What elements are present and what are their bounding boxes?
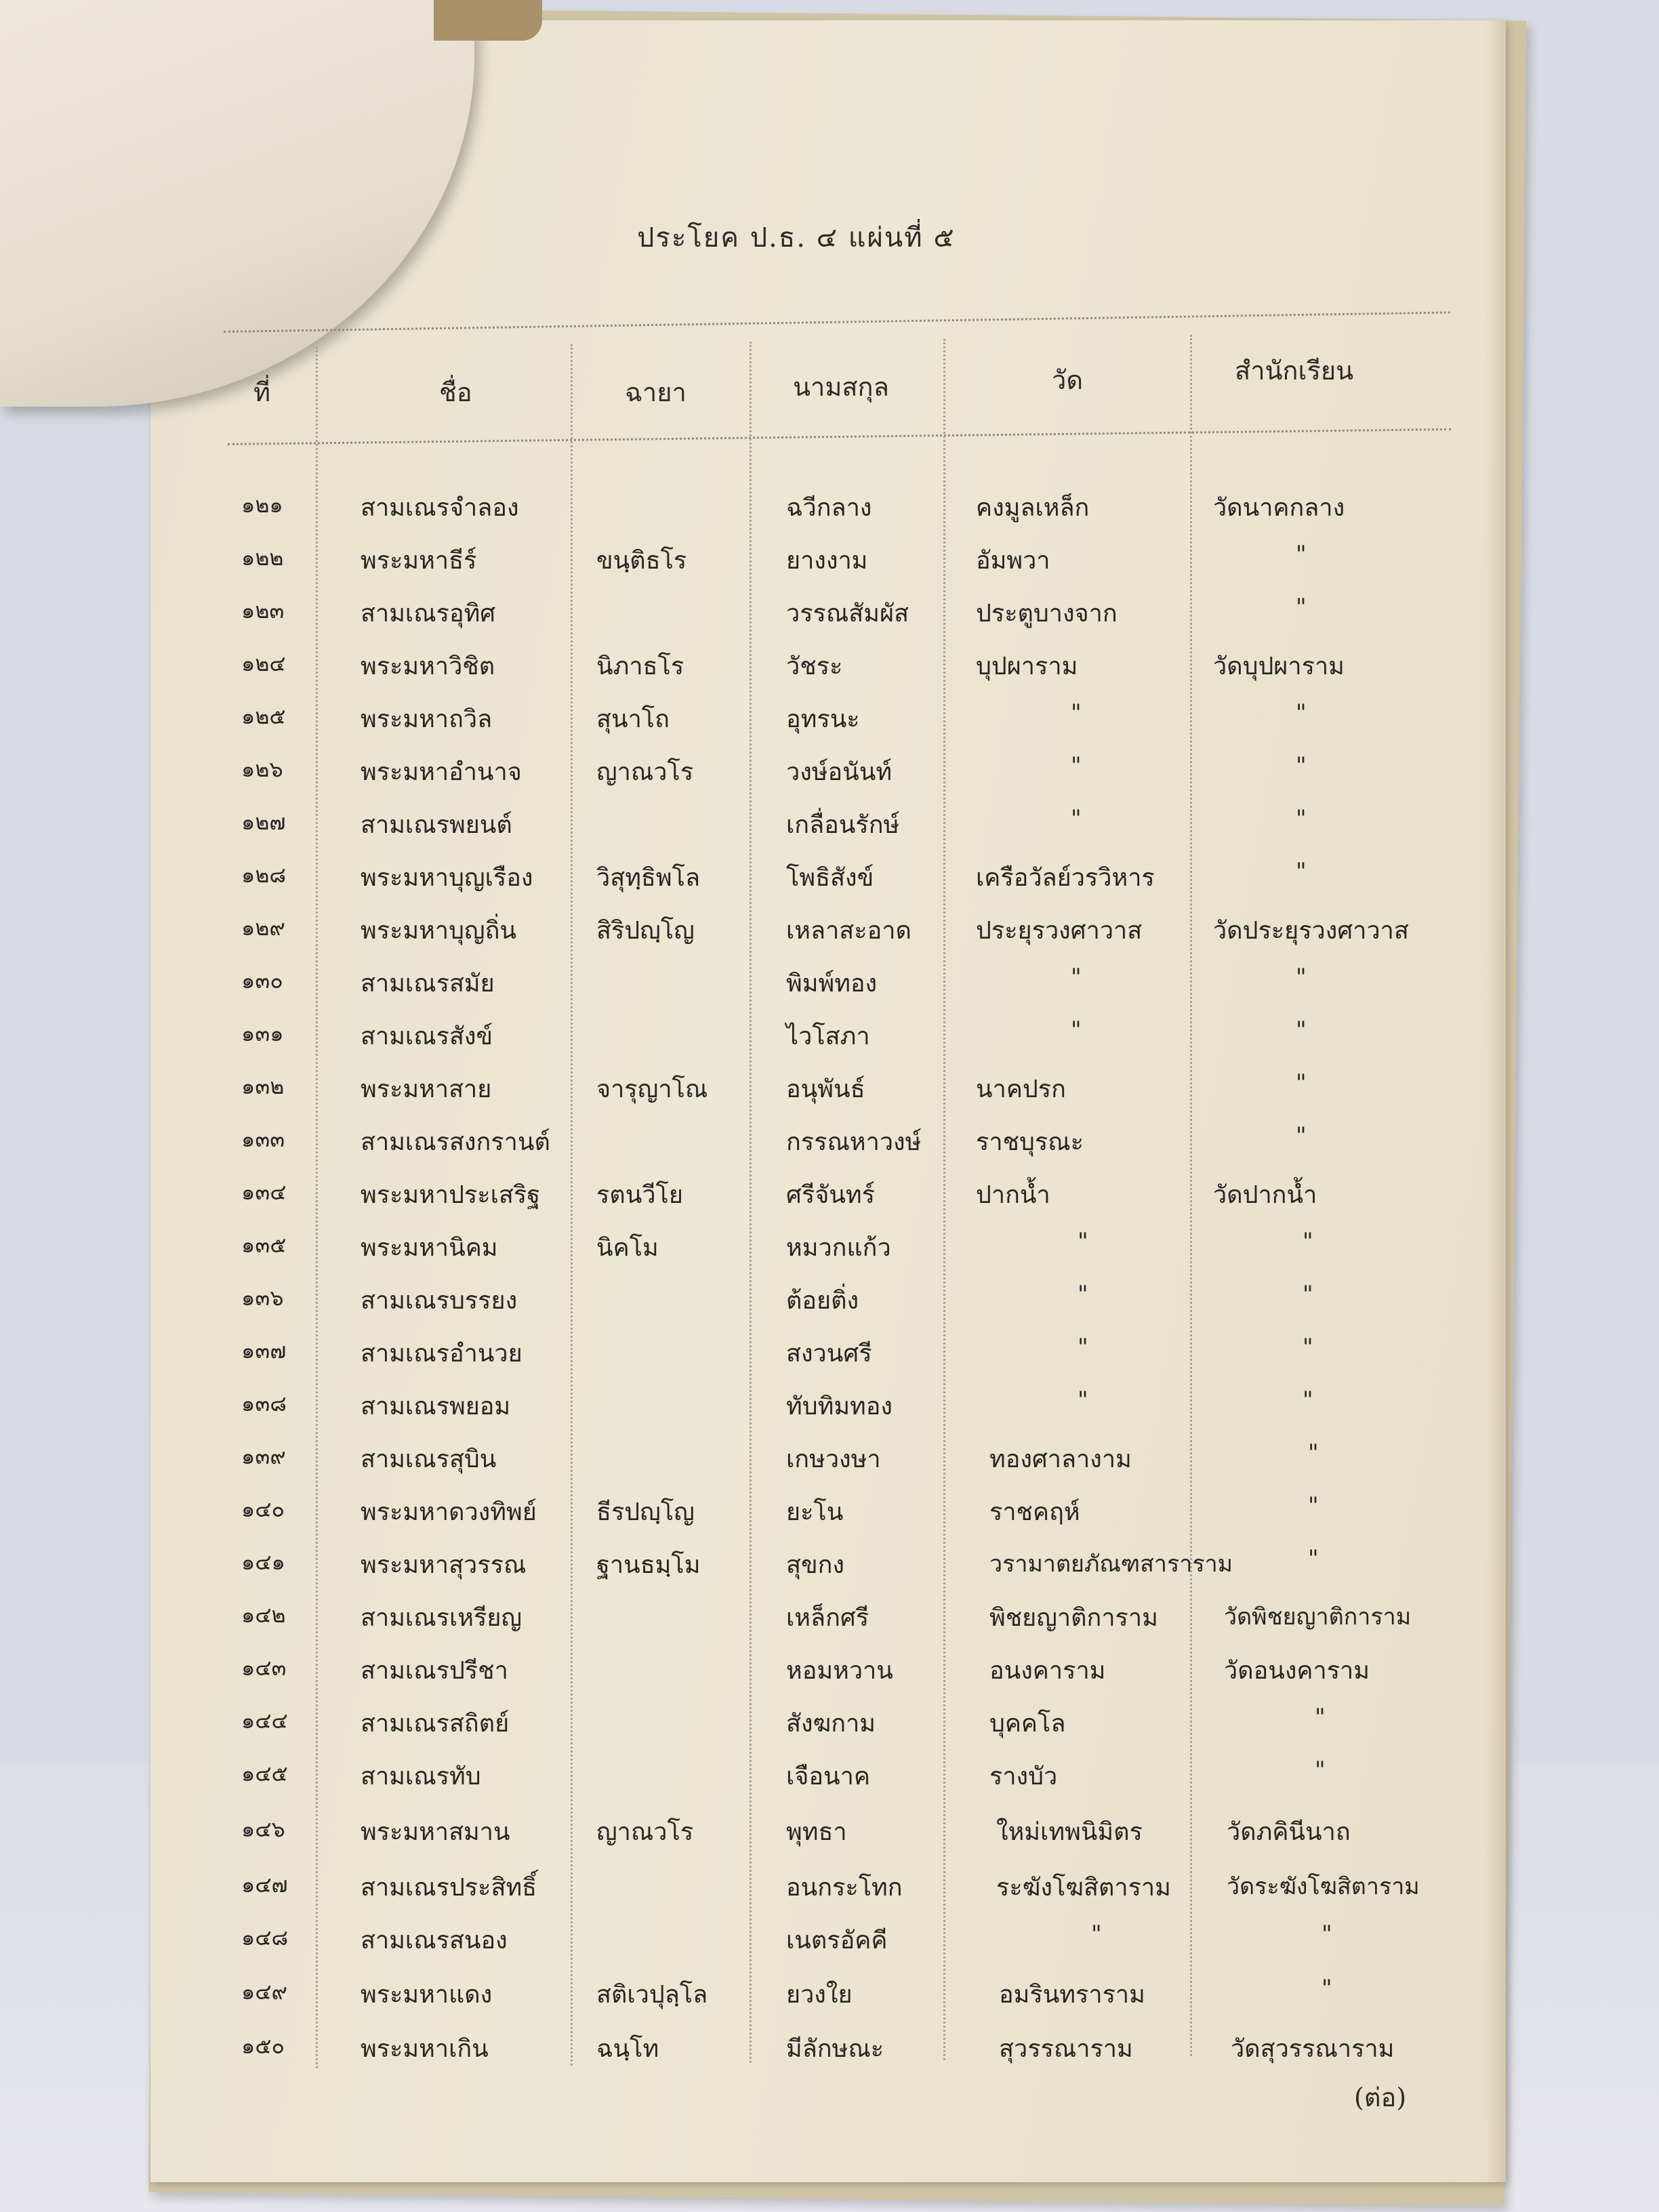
row-number: ๑๒๓ bbox=[241, 598, 285, 623]
row-alias: นิภาธโร bbox=[596, 653, 684, 680]
row-alias: สติเวปุลฺโล bbox=[596, 1981, 708, 2009]
row-name: พระมหาสุวรรณ bbox=[361, 1551, 527, 1579]
row-name: พระมหานิคม bbox=[361, 1234, 498, 1262]
row-surname: วงษ์อนันท์ bbox=[786, 758, 893, 786]
row-surname: เหล็กศรี bbox=[786, 1604, 869, 1632]
table-row bbox=[0, 1921, 1659, 1975]
row-name: สามเณรบรรยง bbox=[361, 1287, 518, 1315]
row-number: ๑๒๘ bbox=[241, 862, 287, 888]
row-number: ๑๕๐ bbox=[241, 2033, 285, 2059]
row-school: " bbox=[1322, 1921, 1332, 1948]
row-surname: ยางงาม bbox=[786, 547, 868, 575]
table-row bbox=[0, 488, 1659, 542]
row-number: ๑๔๒ bbox=[241, 1602, 286, 1628]
row-temple: " bbox=[1078, 1334, 1088, 1361]
table-row bbox=[0, 1439, 1659, 1494]
header-school: สำนักเรียน bbox=[1235, 356, 1354, 386]
row-surname: สุขกง bbox=[786, 1551, 844, 1579]
row-number: ๑๓๘ bbox=[241, 1391, 287, 1416]
table-row bbox=[0, 964, 1659, 1018]
row-name: พระมหาดวงทิพย์ bbox=[361, 1498, 537, 1526]
row-name: พระมหาถวิล bbox=[361, 705, 493, 733]
row-surname: เจือนาค bbox=[786, 1763, 870, 1790]
row-number: ๑๓๙ bbox=[241, 1443, 286, 1469]
row-number: ๑๔๐ bbox=[241, 1496, 285, 1522]
row-surname: วัชระ bbox=[786, 653, 843, 680]
row-temple: ระฆังโฆสิตาราม bbox=[996, 1874, 1171, 1902]
table-row bbox=[0, 1387, 1659, 1441]
row-school: " bbox=[1308, 1439, 1319, 1467]
row-temple: วรามาตยภัณฑสาราราม bbox=[989, 1551, 1233, 1578]
row-surname: โพธิสังข์ bbox=[786, 864, 874, 892]
table-row bbox=[0, 1334, 1659, 1388]
row-alias: รตนวีโย bbox=[596, 1181, 683, 1209]
row-school: " bbox=[1303, 1228, 1313, 1255]
header-surname: นามสกุล bbox=[793, 372, 889, 402]
binding-tab bbox=[434, 0, 542, 41]
row-temple: " bbox=[1071, 805, 1082, 832]
row-surname: พิมพ์ทอง bbox=[786, 970, 878, 998]
header-number: ที่ bbox=[253, 377, 271, 407]
row-temple: รางบัว bbox=[989, 1763, 1058, 1790]
row-school: " bbox=[1296, 858, 1307, 885]
row-number: ๑๔๗ bbox=[241, 1872, 288, 1898]
row-surname: อนกระโทก bbox=[786, 1874, 903, 1902]
row-alias: ฐานธมฺโม bbox=[596, 1551, 701, 1579]
row-name: สามเณรสนอง bbox=[361, 1927, 508, 1954]
row-temple: อัมพวา bbox=[976, 547, 1050, 575]
row-temple: ใหม่เทพนิมิตร bbox=[996, 1818, 1143, 1846]
row-school: " bbox=[1296, 805, 1307, 832]
row-name: พระมหาสาย bbox=[361, 1076, 492, 1103]
row-name: พระมหาประเสริฐ bbox=[361, 1181, 541, 1209]
table-row bbox=[0, 1812, 1659, 1866]
row-surname: ทับทิมทอง bbox=[786, 1393, 893, 1420]
row-temple: พิชยญาติการาม bbox=[989, 1604, 1158, 1632]
row-name: สามเณรสถิตย์ bbox=[361, 1710, 510, 1738]
row-school: " bbox=[1322, 1975, 1332, 2002]
table-row bbox=[0, 541, 1659, 595]
row-name: พระมหาสมาน bbox=[361, 1818, 510, 1846]
table-row bbox=[0, 1975, 1659, 2029]
row-number: ๑๓๖ bbox=[241, 1285, 284, 1311]
row-name: สามเณรเหรียญ bbox=[361, 1604, 523, 1632]
row-number: ๑๒๕ bbox=[241, 703, 286, 729]
table-row bbox=[0, 752, 1659, 806]
row-temple: " bbox=[1078, 1387, 1088, 1414]
row-school: " bbox=[1296, 1122, 1307, 1149]
row-alias: สิริปญฺโญ bbox=[596, 917, 695, 945]
row-number: ๑๒๙ bbox=[241, 915, 285, 941]
table-row bbox=[0, 1017, 1659, 1071]
table-row bbox=[0, 1598, 1659, 1652]
table-row bbox=[0, 1545, 1659, 1599]
row-name: สามเณรพยนต์ bbox=[361, 811, 512, 839]
row-surname: หมวกแก้ว bbox=[786, 1234, 891, 1262]
row-temple: " bbox=[1071, 752, 1082, 779]
header-temple: วัด bbox=[1052, 365, 1084, 395]
row-school: " bbox=[1303, 1387, 1313, 1414]
table-row bbox=[0, 594, 1659, 648]
row-alias: ญาณวโร bbox=[596, 758, 694, 786]
row-temple: บุคคโล bbox=[989, 1710, 1066, 1738]
row-name: สามเณรทับ bbox=[361, 1763, 481, 1790]
row-school: " bbox=[1296, 1017, 1307, 1044]
row-surname: เหลาสะอาด bbox=[786, 917, 912, 945]
row-temple: " bbox=[1071, 964, 1082, 991]
row-number: ๑๓๑ bbox=[241, 1021, 284, 1046]
row-school: วัดประยุรวงศาวาส bbox=[1213, 917, 1409, 945]
row-school: วัดอนงคาราม bbox=[1224, 1657, 1370, 1685]
row-school: " bbox=[1315, 1704, 1326, 1731]
row-surname: สังฆกาม bbox=[786, 1710, 876, 1738]
row-name: สามเณรปรีชา bbox=[361, 1657, 508, 1685]
table-row bbox=[0, 647, 1659, 701]
row-name: พระมหาธีร์ bbox=[361, 547, 477, 575]
row-temple: สุวรรณาราม bbox=[999, 2035, 1133, 2063]
row-school: วัดบุปผาราม bbox=[1213, 653, 1345, 680]
row-temple: " bbox=[1071, 1017, 1082, 1044]
row-alias: ธีรปญฺโญ bbox=[596, 1498, 695, 1526]
row-school: วัดปากน้ำ bbox=[1213, 1181, 1317, 1209]
table-row bbox=[0, 1651, 1659, 1705]
row-name: สามเณรอุทิศ bbox=[361, 600, 496, 628]
row-name: สามเณรสังข์ bbox=[361, 1023, 493, 1050]
row-surname: เกลื่อนรักษ์ bbox=[786, 811, 900, 839]
row-number: ๑๒๑ bbox=[241, 492, 283, 518]
row-alias: ขนฺติธโร bbox=[596, 547, 687, 575]
row-surname: สงวนศรี bbox=[786, 1340, 872, 1368]
row-temple: คงมูลเหล็ก bbox=[976, 494, 1090, 522]
row-school: " bbox=[1296, 1069, 1307, 1097]
row-school: " bbox=[1308, 1492, 1319, 1519]
row-school: วัดนาคกลาง bbox=[1213, 494, 1345, 522]
table-row bbox=[0, 1281, 1659, 1335]
row-name: พระมหาวิชิต bbox=[361, 653, 495, 680]
table-row bbox=[0, 1069, 1659, 1124]
row-temple: " bbox=[1078, 1228, 1088, 1255]
row-name: สามเณรสงกรานต์ bbox=[361, 1128, 550, 1156]
row-alias: จารุญาโณ bbox=[596, 1076, 708, 1103]
continued-marker: (ต่อ) bbox=[1354, 2083, 1407, 2112]
row-number: ๑๔๖ bbox=[241, 1816, 285, 1842]
row-number: ๑๔๘ bbox=[241, 1925, 289, 1950]
row-school: " bbox=[1308, 1545, 1319, 1572]
row-number: ๑๓๗ bbox=[241, 1338, 287, 1364]
row-name: สามเณรพยอม bbox=[361, 1393, 511, 1420]
row-school: " bbox=[1296, 964, 1307, 991]
page-title: ประโยค ป.ธ. ๔ แผ่นที่ ๕ bbox=[637, 222, 956, 253]
row-temple: ปากน้ำ bbox=[976, 1181, 1050, 1209]
row-school: วัดสุวรรณาราม bbox=[1231, 2035, 1395, 2063]
row-temple: " bbox=[1071, 699, 1082, 726]
row-number: ๑๓๔ bbox=[241, 1179, 287, 1205]
row-surname: อุทรนะ bbox=[786, 705, 860, 733]
row-surname: เนตรอัคคี bbox=[786, 1927, 888, 1954]
table-row bbox=[0, 858, 1659, 912]
row-temple: อนงคาราม bbox=[989, 1657, 1106, 1685]
row-name: พระมหาแดง bbox=[361, 1981, 493, 2009]
row-surname: ต้อยติ่ง bbox=[786, 1287, 859, 1315]
row-number: ๑๒๔ bbox=[241, 651, 286, 676]
row-name: สามเณรประสิทธิ์ bbox=[361, 1874, 537, 1902]
row-name: พระมหาบุญเรือง bbox=[361, 864, 533, 892]
row-temple: บุปผาราม bbox=[976, 653, 1078, 680]
table-row bbox=[0, 1228, 1659, 1282]
row-temple: " bbox=[1091, 1921, 1102, 1948]
row-name: พระมหาอำนาจ bbox=[361, 758, 522, 786]
row-name: สามเณรจำลอง bbox=[361, 494, 519, 522]
row-temple: นาคปรก bbox=[976, 1076, 1066, 1103]
row-temple: ทองศาลางาม bbox=[989, 1446, 1132, 1473]
row-temple: ประตูบางจาก bbox=[976, 600, 1118, 628]
row-number: ๑๓๐ bbox=[241, 968, 283, 994]
header-name: ชื่อ bbox=[439, 377, 472, 407]
row-surname: วรรณสัมผัส bbox=[786, 600, 909, 628]
row-temple: อมรินทราราม bbox=[999, 1981, 1145, 2009]
row-number: ๑๔๑ bbox=[241, 1549, 285, 1575]
table-row bbox=[0, 1868, 1659, 1922]
row-number: ๑๔๕ bbox=[241, 1761, 288, 1786]
row-surname: พุทธา bbox=[786, 1818, 847, 1846]
table-row bbox=[0, 1175, 1659, 1229]
row-alias: วิสุทฺธิพโล bbox=[596, 864, 701, 892]
row-temple: ประยุรวงศาวาส bbox=[976, 917, 1143, 945]
row-name: พระมหาเกิน bbox=[361, 2035, 489, 2063]
table-row bbox=[0, 805, 1659, 859]
row-surname: หอมหวาน bbox=[786, 1657, 893, 1685]
row-number: ๑๓๒ bbox=[241, 1073, 285, 1099]
row-surname: ยวงใย bbox=[786, 1981, 853, 2009]
row-alias: นิคโม bbox=[596, 1234, 659, 1262]
row-name: พระมหาบุญถิ่น bbox=[361, 917, 517, 945]
row-surname: ยะโน bbox=[786, 1498, 844, 1526]
row-school: " bbox=[1315, 1757, 1326, 1784]
row-number: ๑๒๖ bbox=[241, 756, 283, 782]
row-number: ๑๔๙ bbox=[241, 1979, 287, 2005]
row-surname: ศรีจันทร์ bbox=[786, 1181, 875, 1209]
row-school: " bbox=[1296, 541, 1307, 568]
row-alias: ฉนฺโท bbox=[596, 2035, 659, 2063]
row-name: สามเณรสุบิน bbox=[361, 1446, 497, 1473]
row-temple: ราชคฤห์ bbox=[989, 1498, 1080, 1526]
row-surname: ฉวีกลาง bbox=[786, 494, 872, 522]
row-school: " bbox=[1296, 699, 1307, 726]
row-alias: สุนาโถ bbox=[596, 705, 670, 733]
row-number: ๑๔๔ bbox=[241, 1708, 288, 1734]
row-school: " bbox=[1296, 594, 1307, 621]
row-school: วัดพิชยญาติการาม bbox=[1224, 1603, 1412, 1631]
table-row bbox=[0, 1122, 1659, 1176]
row-surname: อนุพันธ์ bbox=[786, 1076, 865, 1103]
row-school: วัดระฆังโฆสิตาราม bbox=[1227, 1873, 1420, 1900]
table-row bbox=[0, 911, 1659, 965]
row-temple: เครือวัลย์วรวิหาร bbox=[976, 864, 1155, 892]
table-row bbox=[0, 1757, 1659, 1811]
row-number: ๑๒๗ bbox=[241, 809, 286, 835]
row-surname: กรรณหาวงษ์ bbox=[786, 1128, 922, 1156]
row-number: ๑๔๓ bbox=[241, 1655, 287, 1681]
row-number: ๑๓๕ bbox=[241, 1232, 287, 1258]
table-row bbox=[0, 2029, 1659, 2083]
row-name: สามเณรสมัย bbox=[361, 970, 495, 998]
row-school: วัดภคินีนาถ bbox=[1227, 1818, 1351, 1846]
row-name: สามเณรอำนวย bbox=[361, 1340, 523, 1368]
row-school: " bbox=[1303, 1281, 1313, 1308]
row-surname: ไวโสภา bbox=[786, 1023, 870, 1050]
row-school: " bbox=[1296, 752, 1307, 779]
row-surname: เกษวงษา bbox=[786, 1446, 881, 1473]
row-temple: ราชบุรณะ bbox=[976, 1128, 1084, 1156]
row-temple: " bbox=[1078, 1281, 1088, 1308]
row-number: ๑๓๓ bbox=[241, 1126, 285, 1152]
row-surname: มีลักษณะ bbox=[786, 2035, 884, 2063]
row-school: " bbox=[1303, 1334, 1313, 1361]
table-row bbox=[0, 1492, 1659, 1547]
row-alias: ญาณวโร bbox=[596, 1818, 694, 1846]
row-number: ๑๒๒ bbox=[241, 545, 284, 571]
table-row bbox=[0, 1704, 1659, 1758]
table-row bbox=[0, 699, 1659, 754]
header-alias: ฉายา bbox=[625, 377, 687, 407]
